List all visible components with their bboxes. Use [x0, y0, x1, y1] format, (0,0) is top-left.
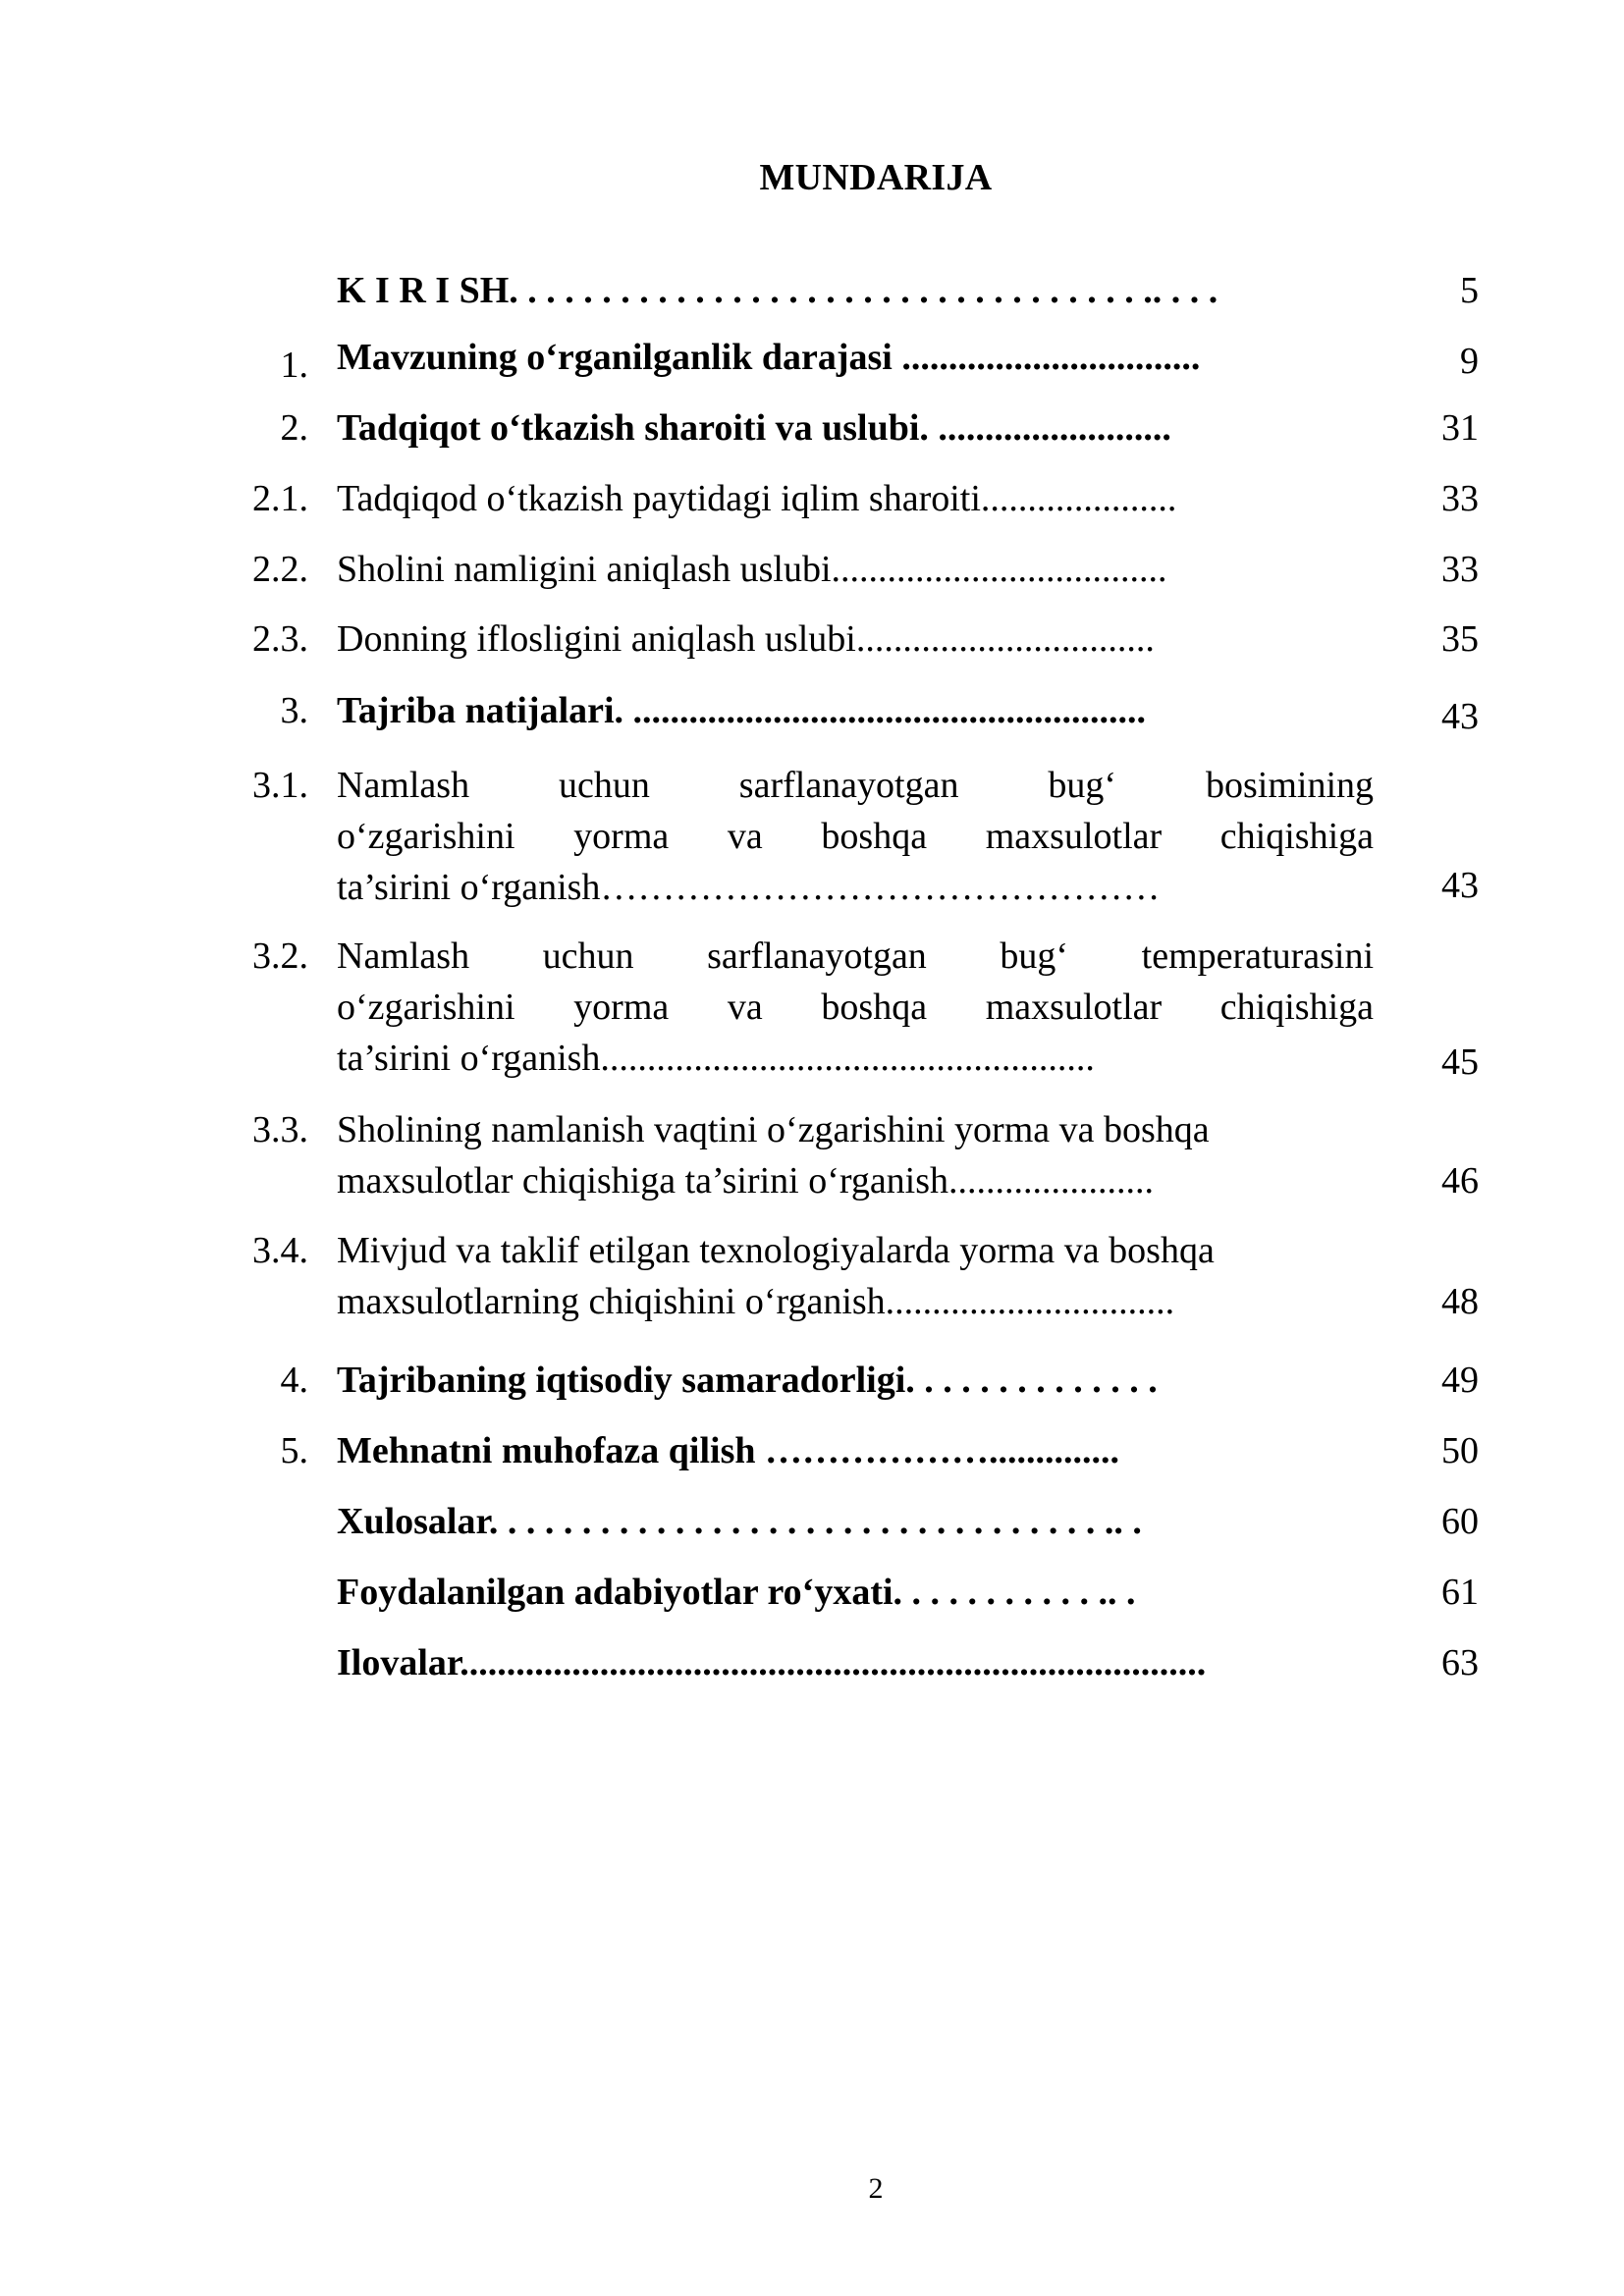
toc-entry-title — [337, 544, 1374, 595]
toc-entry-title — [337, 1104, 1374, 1206]
toc-entry-title-line: Sholini namligini aniqlash uslubi.................................... — [337, 549, 1167, 590]
toc-entry-title-line: Tajribaning iqtisodiy samaradorligi. . . . . . . . . . . . . . — [337, 1360, 1158, 1401]
toc-entry-title-line: Xulosalar. . . . . . . . . . . . . . . . . . . . . . . . . . . . . . . . . .. . — [337, 1501, 1142, 1542]
toc-entry-number: 4. — [280, 1360, 308, 1401]
toc-entry[interactable] — [0, 1567, 1624, 1626]
toc-entry-title-line: maxsulotlarning chiqishini o‘rganish............................... — [337, 1281, 1175, 1322]
toc-entry-number: 2.1. — [252, 478, 308, 519]
toc-entry-page: 50 — [1441, 1430, 1479, 1471]
toc-entry[interactable] — [0, 1496, 1624, 1555]
toc-entry-page: 61 — [1441, 1572, 1479, 1613]
toc-entry-title-line: Tadqiqot o‘tkazish sharoiti va uslubi. ......................... — [337, 407, 1171, 449]
toc-entry-page: 35 — [1441, 618, 1479, 660]
toc-heading: MUNDARIJA — [759, 157, 993, 198]
toc-entry-number: 5. — [280, 1430, 308, 1471]
toc-entry[interactable] — [0, 473, 1624, 532]
toc-entry-number: 3.2. — [252, 935, 308, 977]
toc-entry-page: 48 — [1441, 1281, 1479, 1322]
toc-entry[interactable] — [0, 332, 1624, 391]
toc-entry-number: 2.3. — [252, 618, 308, 660]
toc-entry-title-line: Namlash uchun sarflanayotgan bug‘ temperaturasini — [337, 935, 1374, 977]
toc-entry[interactable] — [0, 402, 1624, 461]
toc-entry-number: 1. — [280, 345, 308, 386]
toc-entry-title — [337, 760, 1374, 913]
toc-entry-page: 43 — [1441, 865, 1479, 906]
toc-entry-title-line: Foydalanilgan adabiyotlar ro‘yxati. . . . . . . . . . . .. . — [337, 1572, 1136, 1613]
toc-entry[interactable] — [0, 1637, 1624, 1696]
toc-entry-page: 46 — [1441, 1160, 1479, 1201]
toc-entry-title — [337, 332, 1374, 383]
toc-entry-page: 49 — [1441, 1360, 1479, 1401]
toc-entry-number: 2. — [280, 407, 308, 449]
toc-entry[interactable] — [0, 1225, 1624, 1322]
toc-entry-title-line: Donning iflosligini aniqlash uslubi................................ — [337, 618, 1155, 660]
toc-entry-title-line: Mavzuning o‘rganilganlik darajasi ................................ — [337, 337, 1201, 378]
toc-entry-page: 31 — [1441, 407, 1479, 449]
toc-entry-page: 9 — [1460, 341, 1479, 382]
toc-entry[interactable] — [0, 544, 1624, 603]
toc-entry[interactable] — [0, 1425, 1624, 1484]
toc-entry-title-line: ta’sirini o‘rganish..................................................... — [337, 1038, 1095, 1079]
toc-entry-title — [337, 1496, 1374, 1547]
page-number: 2 — [868, 2172, 884, 2205]
toc-entry-number: 3.3. — [252, 1109, 308, 1150]
toc-entry[interactable] — [0, 1355, 1624, 1414]
toc-entry[interactable] — [0, 760, 1624, 908]
toc-entry-page: 63 — [1441, 1642, 1479, 1683]
toc-entry-title-line: o‘zgarishini yorma va boshqa maxsulotlar chiqishiga — [337, 816, 1374, 857]
toc-entry-title-line: Tadqiqod o‘tkazish paytidagi iqlim sharoiti..................... — [337, 478, 1177, 519]
toc-entry-title-line: Tajriba natijalari. ....................................................... — [337, 690, 1147, 731]
toc-entry[interactable] — [0, 685, 1624, 744]
toc-entry-page: 45 — [1441, 1041, 1479, 1083]
toc-entry-title — [337, 1637, 1374, 1688]
toc-entry-page: 33 — [1441, 478, 1479, 519]
toc-entry-title — [337, 1355, 1374, 1406]
toc-entry-title-line: K I R I SH. . . . . . . . . . . . . . . . . . . . . . . . . . . . . . . . . . .. . . . — [337, 270, 1218, 311]
toc-entry[interactable] — [0, 614, 1624, 672]
toc-entry-title-line: ta’sirini o‘rganish……………………………………… — [337, 867, 1161, 908]
toc-entry-title-line: Ilovalar................................................................................ — [337, 1642, 1207, 1683]
toc-entry-title-line: Mivjud va taklif etilgan texnologiyalarda yorma va boshqa — [337, 1230, 1215, 1271]
toc-entry-title-line: Mehnatni muhofaza qilish ……………….............. — [337, 1430, 1120, 1471]
toc-entry[interactable] — [0, 931, 1624, 1083]
toc-entry-number: 2.2. — [252, 549, 308, 590]
toc-entry-title — [337, 1425, 1374, 1476]
toc-entry-title — [337, 685, 1374, 736]
toc-entry-title-line: o‘zgarishini yorma va boshqa maxsulotlar chiqishiga — [337, 987, 1374, 1028]
toc-entry-title-line: Namlash uchun sarflanayotgan bug‘ bosimining — [337, 765, 1374, 806]
toc-entry-title — [337, 1567, 1374, 1618]
toc-entry-title — [337, 1225, 1374, 1327]
toc-entry-page: 60 — [1441, 1501, 1479, 1542]
toc-entry[interactable] — [0, 1104, 1624, 1201]
toc-entry-title — [337, 265, 1374, 316]
toc-entry-number: 3.4. — [252, 1230, 308, 1271]
toc-entry[interactable] — [0, 265, 1624, 324]
toc-entry-title — [337, 402, 1374, 454]
toc-entry-title-line: maxsulotlar chiqishiga ta’sirini o‘rganish...................... — [337, 1160, 1155, 1201]
toc-entry-page: 33 — [1441, 549, 1479, 590]
toc-entry-number: 3. — [280, 690, 308, 731]
toc-entry-title — [337, 614, 1374, 665]
toc-entry-page: 43 — [1441, 696, 1479, 737]
toc-entry-page: 5 — [1460, 270, 1479, 311]
toc-entry-number: 3.1. — [252, 765, 308, 806]
toc-entry-title — [337, 473, 1374, 524]
toc-entry-title-line: Sholining namlanish vaqtini o‘zgarishini yorma va boshqa — [337, 1109, 1210, 1150]
toc-entry-title — [337, 931, 1374, 1084]
